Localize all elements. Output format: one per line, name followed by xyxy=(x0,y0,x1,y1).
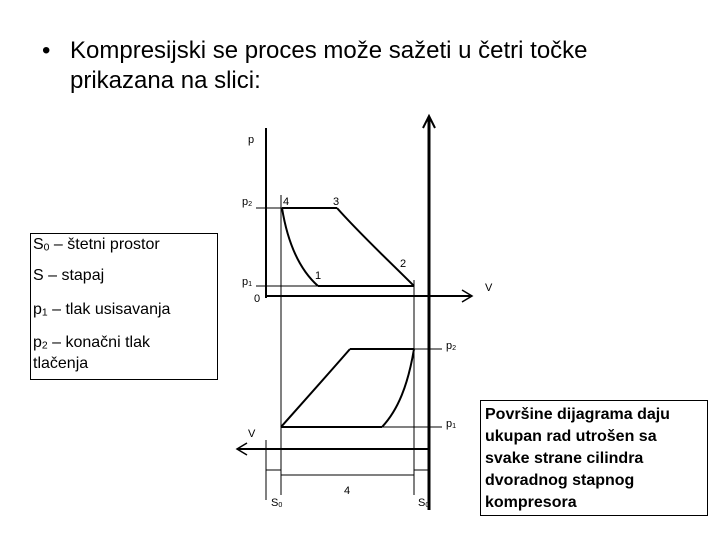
upper-p1-sub: 1 xyxy=(248,280,253,289)
lower-s0-left-label xyxy=(271,497,282,511)
title-line-1: Kompresijski se proces može sažeti u četri točke xyxy=(70,37,588,64)
legend-item-final-pressure: p2 – konačni tlak xyxy=(33,334,150,352)
bullet-symbol: • xyxy=(42,37,51,64)
lower-p2-sub: 2 xyxy=(452,344,457,353)
info-line-3: svake strane cilindra xyxy=(485,450,644,467)
legend-box xyxy=(30,233,218,380)
lower-s0-left-main: S xyxy=(271,497,279,509)
lower-s0-right-main: S xyxy=(418,497,426,509)
legend-item-suction-pressure: p1 – tlak usisavanja xyxy=(33,301,171,319)
lower-p1-main: p xyxy=(446,418,453,430)
lower-cycle-right xyxy=(382,349,414,427)
upper-cycle-2-3 xyxy=(337,208,414,286)
upper-origin-label: 0 xyxy=(254,293,261,305)
lower-p1-label xyxy=(446,418,456,432)
upper-p2-label xyxy=(242,196,252,210)
info-box xyxy=(480,400,708,516)
upper-point-4: 4 xyxy=(283,196,290,208)
upper-v-axis-label: V xyxy=(485,282,493,294)
lower-s0-left-sub: 0 xyxy=(278,501,283,510)
upper-p2-sub: 2 xyxy=(248,200,253,209)
upper-p2-main: p xyxy=(242,196,249,208)
upper-point-1: 1 xyxy=(315,270,322,282)
title-line-2: prikazana na slici: xyxy=(70,67,261,94)
lower-p2-main: p xyxy=(446,340,453,352)
info-line-4: dvoradnog stapnog xyxy=(485,472,635,489)
upper-p1-main: p xyxy=(242,276,249,288)
lower-point-4: 4 xyxy=(344,485,351,497)
info-line-5: kompresora xyxy=(485,494,577,511)
lower-cycle-left xyxy=(281,349,350,427)
lower-p2-label xyxy=(446,340,456,354)
lower-s0-right-sub: 0 xyxy=(425,501,430,510)
lower-v-axis-label: V xyxy=(248,428,256,440)
upper-p-axis-label: p xyxy=(248,134,255,146)
lower-s0-right-label xyxy=(418,497,429,511)
lower-p1-sub: 1 xyxy=(452,422,457,431)
upper-cycle-4-1 xyxy=(282,208,318,286)
upper-point-2: 2 xyxy=(400,258,407,270)
legend-item-final-pressure-cont: tlačenja xyxy=(33,355,89,372)
info-line-2: ukupan rad utrošen sa xyxy=(485,428,657,445)
legend-item-stroke: S – stapaj xyxy=(33,267,105,284)
upper-point-3: 3 xyxy=(333,196,340,208)
legend-item-dead-space: S0 – štetni prostor xyxy=(33,236,160,254)
upper-p1-label xyxy=(242,276,252,290)
info-line-1: Površine dijagrama daju xyxy=(485,406,670,423)
